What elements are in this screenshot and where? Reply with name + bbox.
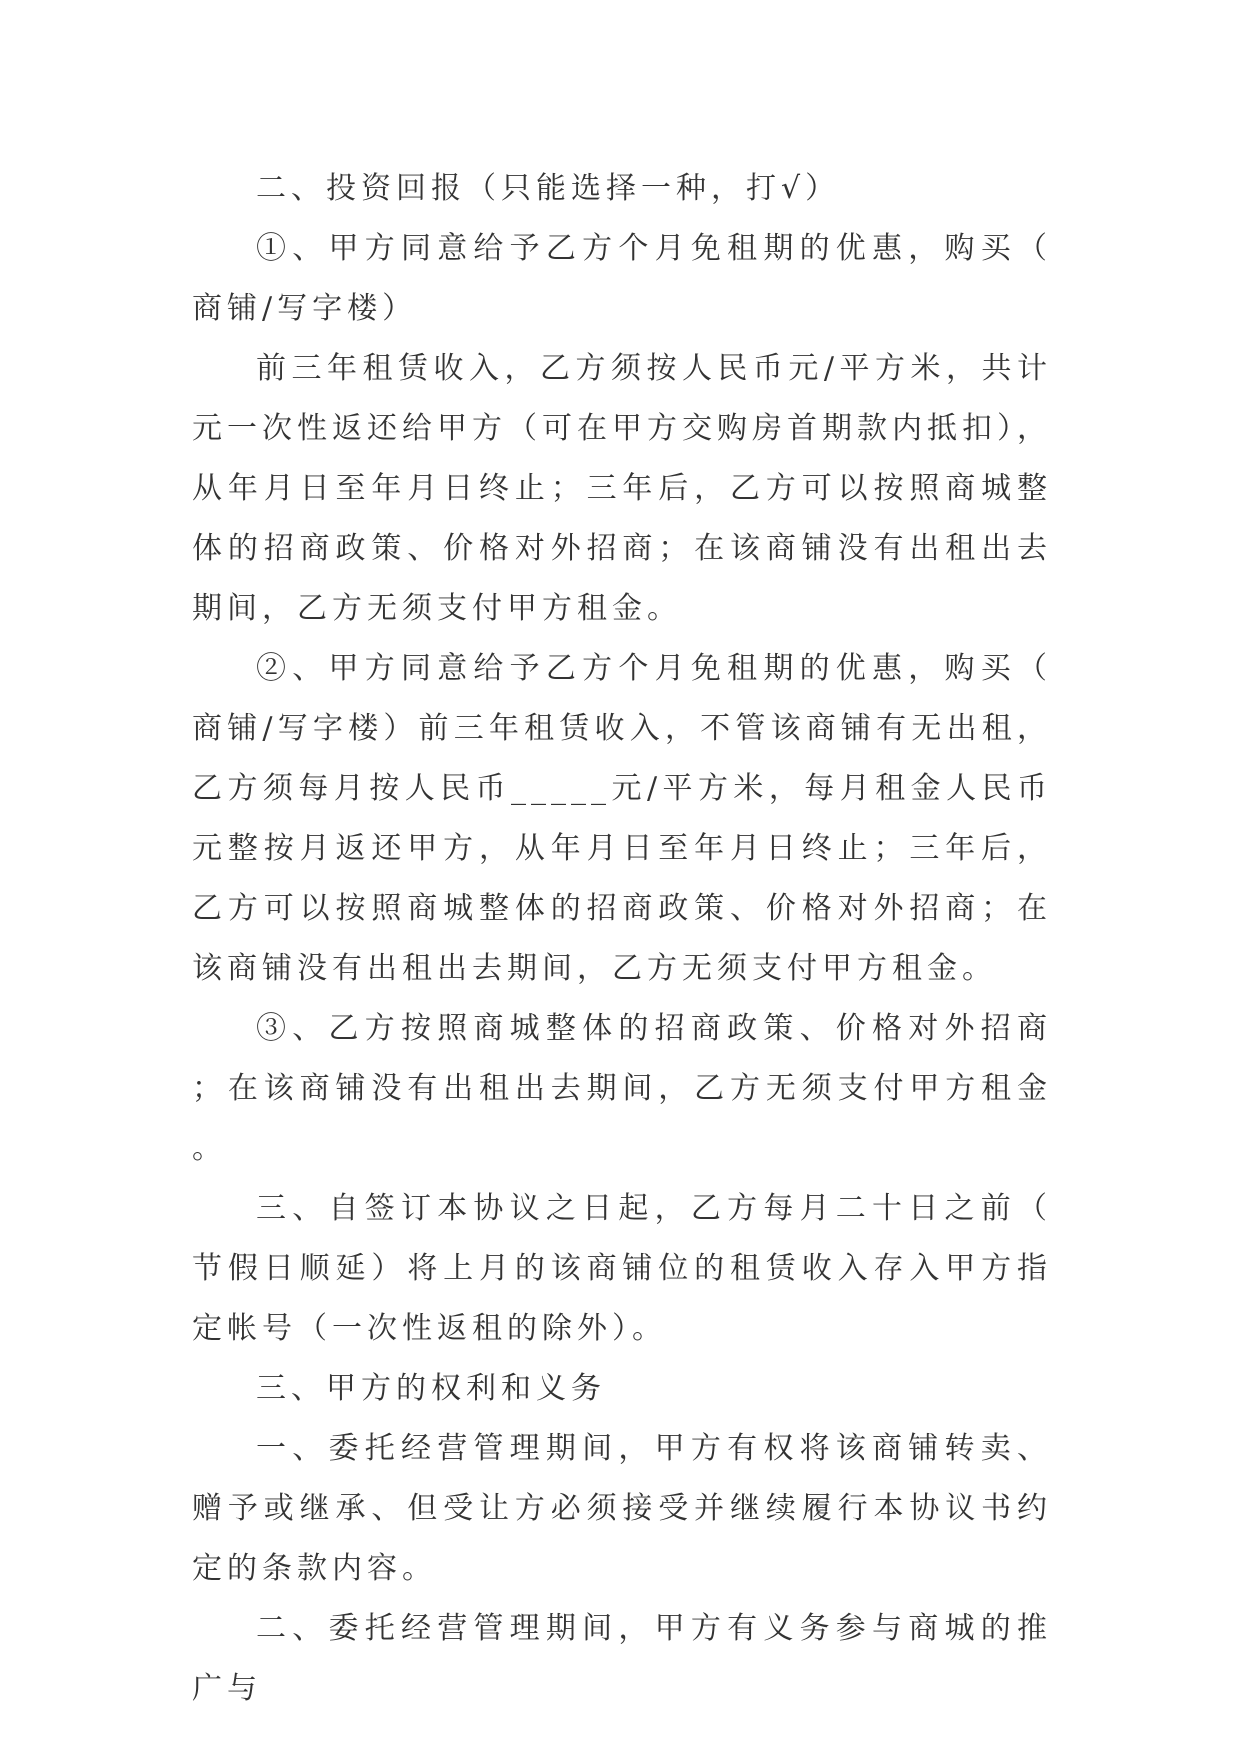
paragraph-option-3: ③、乙方按照商城整体的招商政策、价格对外招商；在该商铺没有出租出去期间，乙方无须支付甲方租金。 — [192, 1011, 1052, 1166]
paragraph-payment-schedule: 三、自签订本协议之日起，乙方每月二十日之前（节假日顺延）将上月的该商铺位的租赁收入存入甲方指定帐号（一次性返租的除外）。 — [192, 1191, 1052, 1346]
paragraph-option-1-intro: ①、甲方同意给予乙方个月免租期的优惠，购买（商铺/写字楼） — [192, 231, 1052, 326]
paragraph-party-a-rights-heading: 三、甲方的权利和义务 — [256, 1371, 606, 1406]
paragraph-party-a-right-2: 二、委托经营管理期间，甲方有义务参与商城的推广与 — [192, 1611, 1052, 1706]
paragraph-investment-return-heading: 二、投资回报（只能选择一种，打√） — [256, 171, 841, 206]
paragraph-party-a-right-1: 一、委托经营管理期间，甲方有权将该商铺转卖、赠予或继承、但受让方必须接受并继续履行本协议书约定的条款内容。 — [192, 1431, 1052, 1586]
paragraph-option-1-details: 前三年租赁收入，乙方须按人民币元/平方米，共计元一次性返还给甲方（可在甲方交购房首期款内抵扣），从年月日至年月日终止；三年后，乙方可以按照商城整体的招商政策、价格对外招商；在该商铺没有出租出去期间，乙方无须支付甲方租金。 — [192, 351, 1052, 626]
paragraph-option-2: ②、甲方同意给予乙方个月免租期的优惠，购买（商铺/写字楼）前三年租赁收入，不管该商铺有无出租，乙方须每月按人民币_____元/平方米，每月租金人民币元整按月返还甲方，从年月日至年月日终止；三年后，乙方可以按照商城整体的招商政策、价格对外招商；在该商铺没有出租出去期间，乙方无须支付甲方租金。 — [192, 651, 1052, 986]
document-body — [192, 159, 1052, 1719]
